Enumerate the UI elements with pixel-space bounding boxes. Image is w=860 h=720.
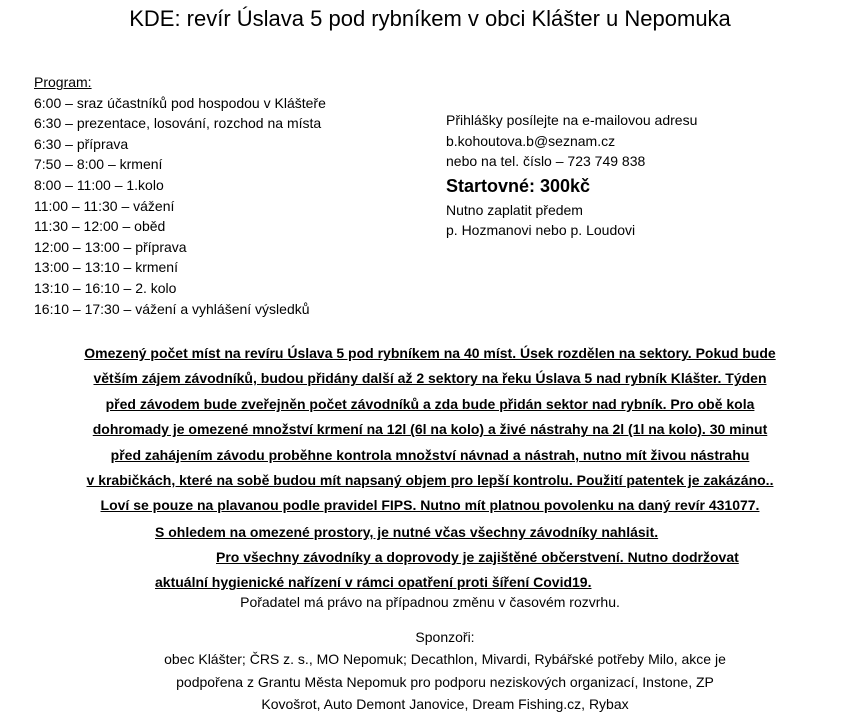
registration-text: Přihlášky posílejte na e-mailovou adresu — [446, 112, 698, 128]
notice-line: Pro všechny závodníky a doprovody je zajištěné občerstvení. Nutno dodržovat — [216, 549, 739, 565]
payment-recipients: p. Hozmanovi nebo p. Loudovi — [446, 222, 636, 239]
payment-note: Nutno zaplatit předem — [446, 201, 583, 218]
program-heading: Program: — [34, 74, 92, 90]
registration-notice — [0, 520, 860, 595]
notice-line: Omezený počet míst na revíru Úslava 5 pod rybníkem na 40 míst. Úsek rozdělen na sektory. Pokud bude — [84, 345, 776, 361]
notice-line: S ohledem na omezené prostory, je nutné včas všechny závodníky nahlásit. — [155, 524, 659, 540]
program-item: 11:30 – 12:00 – oběd — [34, 218, 166, 235]
program-schedule — [34, 72, 326, 319]
notice-line: dohromady je omezené množství krmení na 12l (6l na kolo) a živé nástrahy na 2l (1l na kolo). 30 minut — [92, 421, 768, 438]
sponsors-line: obec Klášter; ČRS z. s., MO Nepomuk; Decathlon, Mivardi, Rybářské potřeby Milo, akce je — [164, 651, 726, 668]
program-item: 6:30 – příprava — [34, 135, 129, 152]
rules-notice — [0, 341, 860, 519]
notice-line: před závodem bude zveřejněn počet závodníků a zda bude přidán sektor nad rybník. Pro obě kola — [105, 395, 755, 412]
program-item: 7:50 – 8:00 – krmení — [34, 156, 163, 173]
program-item: 12:00 – 13:00 – příprava — [34, 238, 187, 255]
program-item: 8:00 – 11:00 – 1.kolo — [34, 176, 164, 193]
program-item: 16:10 – 17:30 – vážení a vyhlášení výsledků — [34, 300, 310, 317]
notice-line: před zahájením závodu proběhne kontrola množství návnad a nástrah, nutno mít živou nástrahu — [110, 446, 750, 463]
program-item: 13:10 – 16:10 – 2. kolo — [34, 279, 177, 296]
notice-line: v krabičkách, které na sobě budou mít napsaný objem pro lepší kontrolu. Použití patentek je zakázáno.. — [86, 472, 774, 489]
registration-info — [446, 110, 697, 241]
program-item: 13:00 – 13:10 – krmení — [34, 259, 178, 276]
program-item: 6:00 – sraz účastníků pod hospodou v Klášteře — [34, 94, 326, 111]
entry-fee: Startovné: 300kč — [446, 175, 591, 196]
notice-line: Loví se pouze na plavanou podle pravidel FIPS. Nutno mít platnou povolenku na daný revír 431077. — [100, 497, 760, 514]
program-item: 6:30 – prezentace, losování, rozchod na místa — [34, 115, 322, 132]
sponsors-heading: Sponzoři: — [415, 629, 475, 645]
program-item: 11:00 – 11:30 – vážení — [34, 197, 175, 214]
sponsors-line: Kovošrot, Auto Demont Janovice, Dream Fishing.cz, Rybax — [261, 695, 629, 712]
email-address: b.kohoutova.b@seznam.cz — [446, 132, 616, 149]
sponsors-section — [0, 626, 860, 715]
notice-line: aktuální hygienické nařízení v rámci opatření proti šíření Covid19. — [155, 574, 592, 590]
organizer-note: Pořadatel má právo na případnou změnu v časovém rozvrhu. — [240, 594, 620, 610]
phone-number: nebo na tel. číslo – 723 749 838 — [446, 153, 646, 170]
notice-line: větším zájem závodníků, budou přidány další až 2 sektory na řeku Úslava 5 nad rybník Klášter. Týden — [93, 370, 767, 387]
page-title: KDE: revír Úslava 5 pod rybníkem v obci Klášter u Nepomuka — [129, 6, 731, 31]
sponsors-line: podpořena z Grantu Města Nepomuk pro podporu neziskových organizací, Instone, ZP — [176, 673, 714, 690]
